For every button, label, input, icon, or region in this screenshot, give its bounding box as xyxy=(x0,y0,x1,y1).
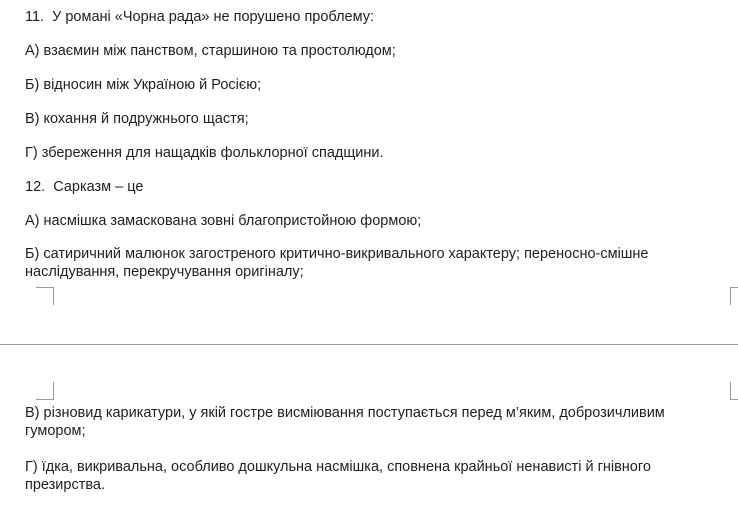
question-11-option-b: Б) відносин між Україною й Росією; xyxy=(25,77,262,93)
page-corner-mark-bottom-right xyxy=(730,287,738,305)
question-11-option-a: А) взаємин між панством, старшиною та простолюдом; xyxy=(25,43,396,59)
question-12-option-v-line1: В) різновид карикатури, у якій гостре висміювання поступається перед м’яким, доброзичливим xyxy=(25,405,665,421)
page-break-divider xyxy=(0,344,738,345)
page-corner-mark-top-left xyxy=(36,382,54,400)
question-12-option-g-line2: презирства. xyxy=(25,477,105,493)
question-12-title xyxy=(25,178,143,196)
question-12-option-v-line2: гумором; xyxy=(25,423,86,439)
question-12-number: 12. xyxy=(25,179,46,195)
question-12-option-a: А) насмішка замаскована зовні благопристойною формою; xyxy=(25,213,422,229)
question-11-text: У романі «Чорна рада» не порушено проблему: xyxy=(52,9,375,25)
page-corner-mark-top-right xyxy=(730,382,738,400)
question-12-option-b-line1: Б) сатиричний малюнок загостреного критично-викривального характеру; переносно-смішне xyxy=(25,246,649,262)
question-11-option-v: В) кохання й подружнього щастя; xyxy=(25,111,249,127)
question-11-number: 11. xyxy=(25,9,45,25)
question-11-title xyxy=(25,8,374,26)
question-12-text: Сарказм – це xyxy=(53,179,144,195)
page-corner-mark-bottom-left xyxy=(36,287,54,305)
question-12-option-g-line1: Г) їдка, викривальна, особливо дошкульна насмішка, сповнена крайньої ненависті й гнівного xyxy=(25,459,651,475)
question-11-option-g: Г) збереження для нащадків фольклорної спадщини. xyxy=(25,145,384,161)
question-12-option-b-line2: наслідування, перекручування оригіналу; xyxy=(25,264,304,280)
